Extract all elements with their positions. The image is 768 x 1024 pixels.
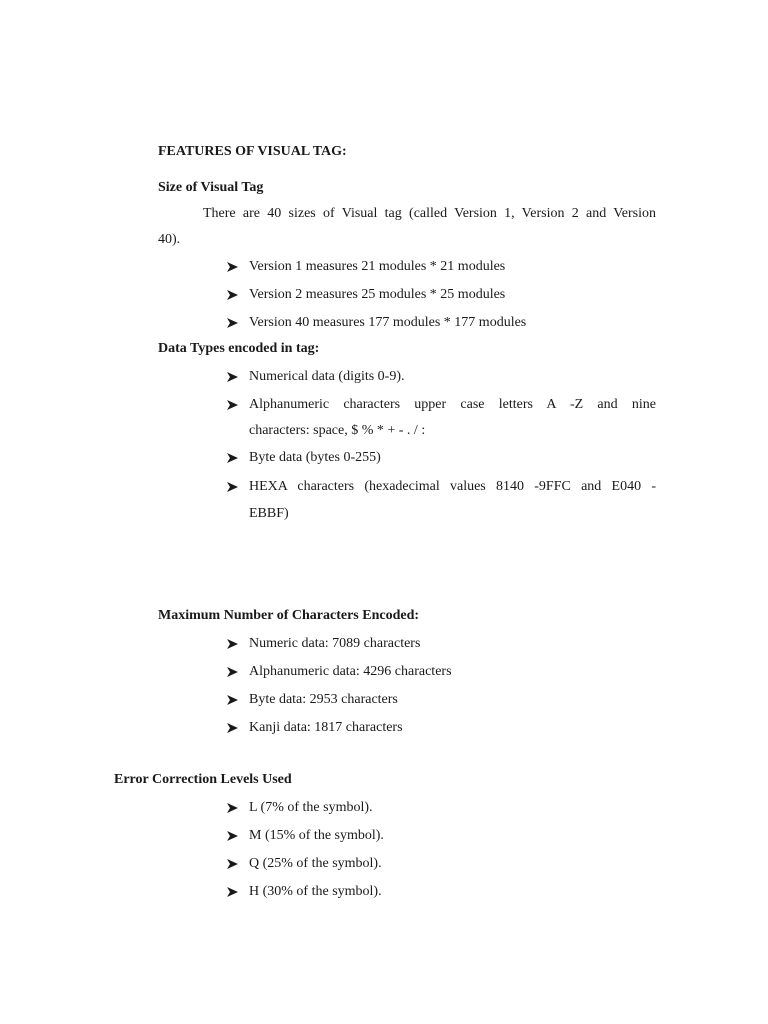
bullet-text: HEXA characters (hexadecimal values 8140 -9FFC and E040 - [249,479,656,494]
bullet-text: Version 40 measures 177 modules * 177 modules [249,315,527,330]
bullet-text: Q (25% of the symbol). [249,856,382,871]
arrow-bullet-icon [226,258,242,276]
bullet-text: Alphanumeric characters upper case letters A -Z and nine [249,397,656,412]
bullet-text: Kanji data: 1817 characters [249,720,403,735]
bullet-text-continued: characters: space, $ % * + - . / : [249,423,426,438]
bullet-text: Numerical data (digits 0-9). [249,369,405,384]
arrow-bullet-icon [226,286,242,304]
size-section-heading: Size of Visual Tag [158,180,264,195]
bullet-text: L (7% of the symbol). [249,800,373,815]
arrow-bullet-icon [226,396,242,414]
data-types-heading: Data Types encoded in tag: [158,341,320,356]
bullet-text: M (15% of the symbol). [249,828,384,843]
arrow-bullet-icon [226,855,242,873]
arrow-bullet-icon [226,449,242,467]
error-correction-heading: Error Correction Levels Used [114,772,292,787]
bullet-text: Numeric data: 7089 characters [249,636,421,651]
bullet-text: Alphanumeric data: 4296 characters [249,664,452,679]
bullet-text-continued: EBBF) [249,506,289,521]
bullet-text: H (30% of the symbol). [249,884,382,899]
arrow-bullet-icon [226,719,242,737]
bullet-text: Version 2 measures 25 modules * 25 modules [249,287,506,302]
arrow-bullet-icon [226,691,242,709]
arrow-bullet-icon [226,883,242,901]
arrow-bullet-icon [226,827,242,845]
arrow-bullet-icon [226,478,242,496]
arrow-bullet-icon [226,663,242,681]
max-chars-heading: Maximum Number of Characters Encoded: [158,608,420,623]
size-paragraph-line2: 40). [158,232,181,247]
bullet-text: Byte data: 2953 characters [249,692,398,707]
size-paragraph-line1: There are 40 sizes of Visual tag (called Version 1, Version 2 and Version [203,206,656,221]
bullet-text: Version 1 measures 21 modules * 21 modules [249,259,506,274]
arrow-bullet-icon [226,314,242,332]
arrow-bullet-icon [226,635,242,653]
arrow-bullet-icon [226,368,242,386]
bullet-text: Byte data (bytes 0-255) [249,450,381,465]
page-title: FEATURES OF VISUAL TAG: [158,144,347,159]
arrow-bullet-icon [226,799,242,817]
